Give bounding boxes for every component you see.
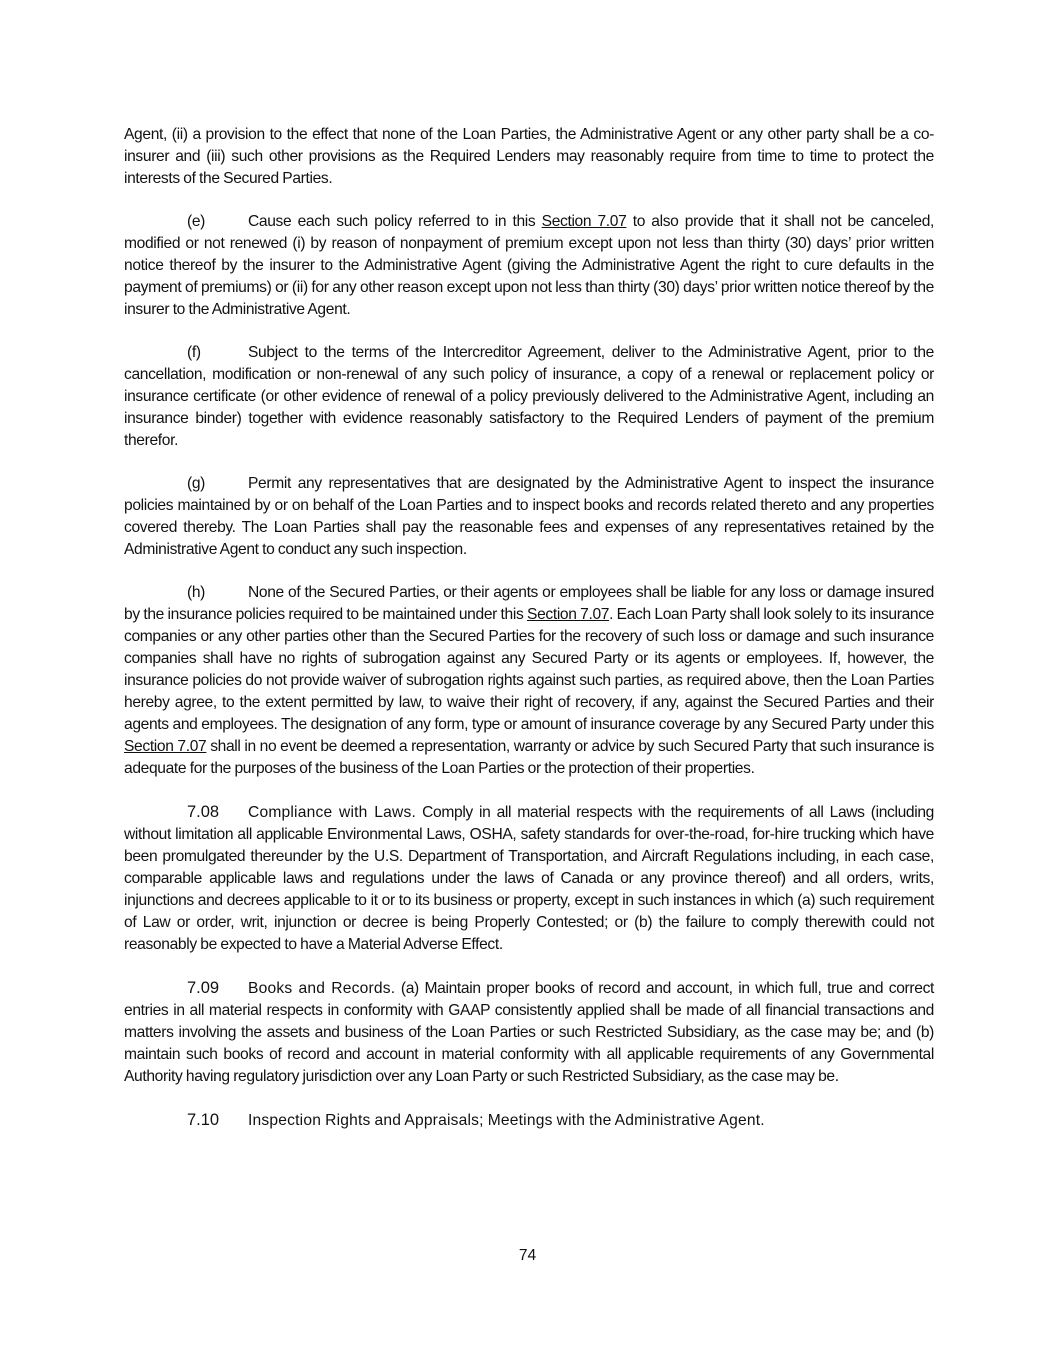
section-title: Books and Records.: [248, 980, 396, 997]
section-number: 7.10: [187, 1111, 220, 1129]
paragraph-h: [124, 582, 934, 780]
clause-marker-e: (e): [187, 213, 206, 230]
clause-marker-f: (f): [187, 344, 201, 361]
section-title: Inspection Rights and Appraisals; Meetings with the Administrative Agent.: [248, 1112, 765, 1129]
paragraph-g: [124, 473, 934, 561]
paragraph-e-text-a: Cause each such policy referred to in this: [248, 213, 542, 230]
paragraph-g-text: Permit any representatives that are designated by the Administrative Agent to inspect the insurance policies maintained by or on behalf of the Loan Parties and to inspect books and records related thereto and any properties covered thereby. The Loan Parties shall pay the reasonable fees and expenses of any representatives retained by the Administrative Agent to conduct any such inspection.: [124, 475, 934, 558]
paragraph-h-text-b: . Each Loan Party shall look solely to its insurance companies or any other parties other than the Secured Parties for the recovery of such loss or damage and such insurance companies shall have no rights of subrogation against any Secured Party or its agents or employees. If, however, the insurance policies do not provide waiver of subrogation rights against such parties, as required above, then the Loan Parties hereby agree, to the extent permitted by law, to waive their right of recovery, if any, against the Secured Parties and their agents and employees. The designation of any form, type or amount of insurance coverage by any Secured Party under this: [124, 606, 934, 733]
paragraph-h-text-c: shall in no event be deemed a representation, warranty or advice by such Secured Party that such insurance is adequate for the purposes of the business of the Loan Parties or the protection of their properties.: [124, 738, 934, 777]
section-7-07-reference: Section 7.07: [124, 738, 207, 755]
section-7-08: [124, 801, 934, 956]
section-title: Compliance with Laws.: [248, 804, 416, 821]
paragraph-h-text-a: None of the Secured Parties, or their agents or employees shall be liable for any loss or damage insured by the insurance policies required to be maintained under this: [124, 584, 934, 623]
document-page: [124, 124, 934, 1132]
section-number: 7.09: [187, 979, 220, 997]
clause-marker-g: (g): [187, 475, 206, 492]
page-number: 74: [518, 1247, 537, 1264]
section-7-07-reference: Section 7.07: [527, 606, 610, 623]
section-number: 7.08: [187, 803, 220, 821]
section-body: Comply in all material respects with the requirements of all Laws (including without limitation all applicable Environmental Laws, OSHA, safety standards for over-the-road, for-hire trucking which have been promulgated thereunder by the U.S. Department of Transportation, and Aircraft Regulations including, in each case, comparable applicable laws and regulations under the laws of Canada or any province thereof) and all orders, writs, injunctions and decrees applicable to it or to its business or property, except in such instances in which (a) such requirement of Law or order, writ, injunction or decree is being Properly Contested; or (b) the failure to comply therewith could not reasonably be expected to have a Material Adverse Effect.: [124, 804, 935, 953]
clause-marker-h: (h): [187, 584, 206, 601]
section-7-09: [124, 977, 934, 1088]
paragraph-f-text: Subject to the terms of the Intercreditor Agreement, deliver to the Administrative Agent, prior to the cancellation, modification or non-renewal of any such policy of insurance, a copy of a renewal or replacement policy or insurance certificate (or other evidence of renewal of a policy previously delivered to the Administrative Agent, including an insurance binder) together with evidence reasonably satisfactory to the Required Lenders of payment of the premium therefor.: [124, 344, 934, 449]
section-7-10: [124, 1109, 934, 1132]
section-body: (a) Maintain proper books of record and account, in which full, true and correct entries in all material respects in conformity with GAAP consistently applied shall be made of all financial transactions and matters involving the assets and business of the Loan Parties or such Restricted Subsidiary, as the case may be; and (b) maintain such books of record and account in material conformity with all applicable requirements of any Governmental Authority having regulatory jurisdiction over any Loan Party or such Restricted Subsidiary, as the case may be.: [124, 980, 934, 1085]
section-7-07-reference: Section 7.07: [541, 213, 627, 230]
paragraph-intro: Agent, (ii) a provision to the effect that none of the Loan Parties, the Administrative Agent or any other party shall be a co-insurer and (iii) such other provisions as the Required Lenders may reasonably require from time to time to protect the interests of the Secured Parties.: [124, 126, 934, 187]
paragraph-e-text-b: to also provide that it shall not be canceled, modified or not renewed (i) by reason of nonpayment of premium except upon not less than thirty (30) days’ prior written notice thereof by the insurer to the Administrative Agent (giving the Administrative Agent the right to cure defaults in the payment of premiums) or (ii) for any other reason except upon not less than thirty (30) days’ prior written notice thereof by the insurer to the Administrative Agent.: [124, 213, 934, 318]
paragraph-e: [124, 211, 934, 321]
paragraph-f: [124, 342, 934, 452]
